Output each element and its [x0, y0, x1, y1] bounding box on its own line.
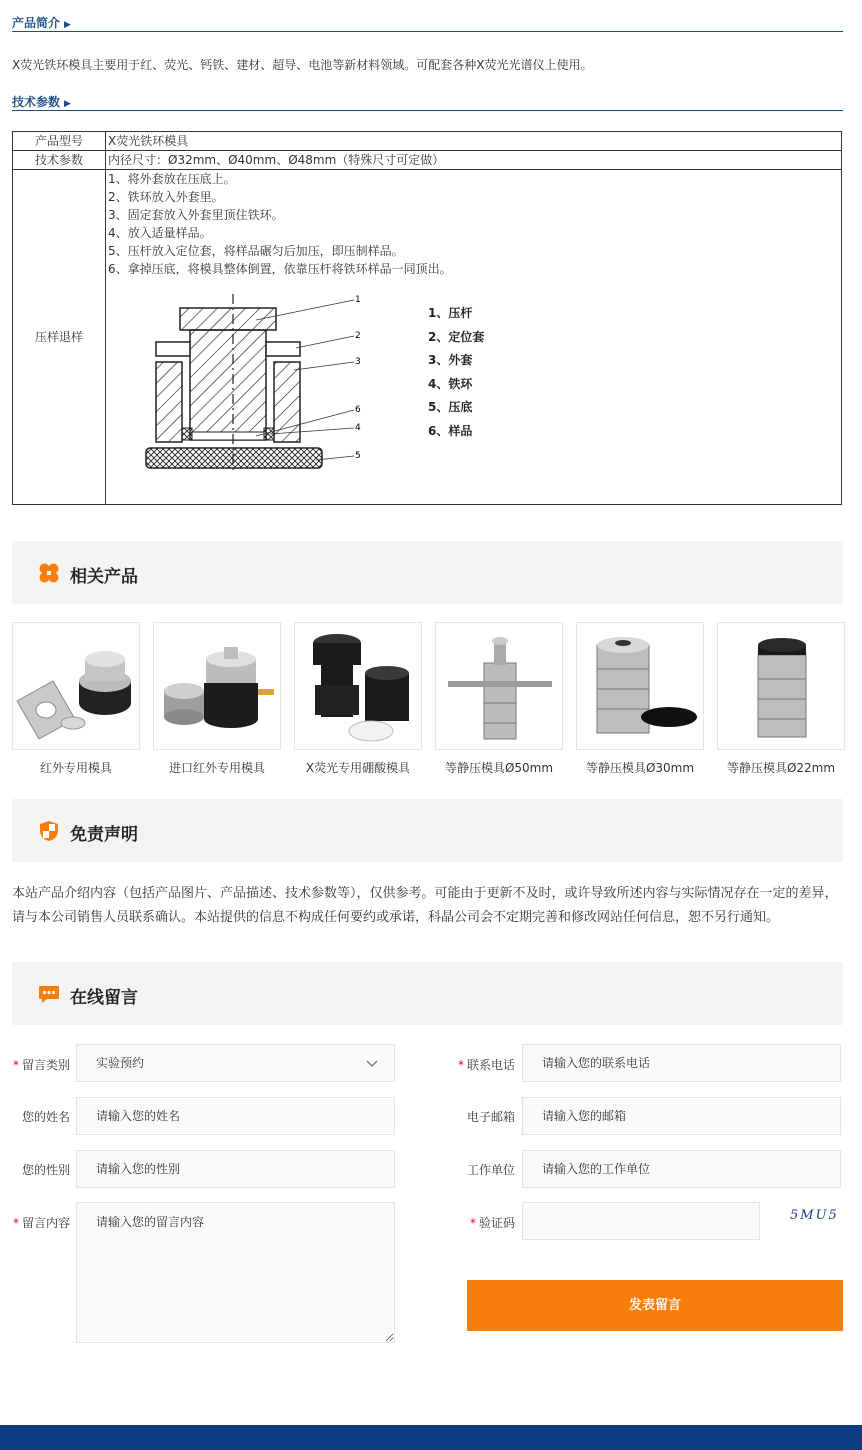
- triangle-right-icon: ▶: [64, 20, 71, 30]
- captcha-input[interactable]: [522, 1202, 760, 1240]
- product-image[interactable]: [12, 622, 140, 750]
- table-row: [13, 132, 842, 151]
- disclaimer-header: [12, 799, 843, 862]
- content-textarea[interactable]: [76, 1202, 395, 1343]
- email-label: 电子邮箱: [466, 1110, 515, 1124]
- product-photo-boric-acid-mold: [295, 623, 422, 750]
- chevron-down-icon: [366, 1057, 378, 1069]
- name-label: 您的姓名: [21, 1110, 70, 1124]
- product-card[interactable]: [12, 622, 140, 776]
- params-table: [12, 131, 842, 505]
- message-header: [12, 962, 843, 1025]
- label-text: 联系电话: [466, 1058, 515, 1072]
- product-photo-ir-mold: [13, 623, 140, 750]
- phone-label: [453, 1056, 515, 1073]
- product-card[interactable]: [294, 622, 422, 776]
- intro-section-title: [12, 14, 843, 32]
- company-input[interactable]: [522, 1150, 841, 1188]
- footer-bar: [0, 1425, 862, 1450]
- chat-icon: [38, 983, 60, 1005]
- product-photo-isostatic-22mm: [718, 623, 845, 750]
- table-key: 技术参数: [13, 151, 106, 170]
- step-text: 1、将外套放在压底上。: [108, 172, 236, 186]
- diagram-num: 2: [355, 331, 361, 341]
- product-name[interactable]: X荧光专用硼酸模具: [305, 761, 411, 775]
- table-key: 压样退样: [13, 170, 106, 505]
- diagram-legend: [428, 302, 484, 444]
- captcha-image[interactable]: 5MU5: [790, 1208, 839, 1223]
- required-mark: *: [457, 1058, 464, 1072]
- diagram-num: 6: [355, 405, 361, 415]
- diagram-num: 5: [355, 451, 361, 461]
- legend-item: 3、外套: [428, 353, 473, 368]
- category-label: [8, 1056, 70, 1073]
- email-input[interactable]: [522, 1097, 841, 1135]
- required-mark: *: [12, 1058, 19, 1072]
- table-row: [13, 151, 842, 170]
- product-name[interactable]: 红外专用模具: [39, 761, 112, 775]
- related-products-title: 相关产品: [70, 567, 138, 587]
- intro-text: X荧光铁环模具主要用于红、荧光、钙铁、建材、超导、电池等新材料领域。可配套各种X荧光光谱仪上使用。: [12, 58, 593, 72]
- mold-cross-section-drawing: [136, 290, 396, 490]
- table-key: 产品型号: [13, 132, 106, 151]
- label-text: 验证码: [478, 1216, 515, 1230]
- legend-item: 1、压杆: [428, 306, 473, 320]
- product-image[interactable]: [294, 622, 422, 750]
- disclaimer-title: 免责声明: [70, 825, 138, 845]
- table-row: [13, 170, 842, 505]
- diagram-num: 3: [355, 357, 361, 367]
- step-text: 5、压杆放入定位套，将样品碾匀后加压，即压制样品。: [108, 244, 404, 258]
- product-image[interactable]: [153, 622, 281, 750]
- captcha-label: [453, 1214, 515, 1231]
- step-text: 6、拿掉压底，将模具整体倒置，依靠压杆将铁环样品一同顶出。: [108, 262, 452, 276]
- gender-input[interactable]: [76, 1150, 395, 1188]
- product-card[interactable]: [717, 622, 845, 776]
- product-name[interactable]: 等静压模具Ø50mm: [444, 761, 554, 775]
- product-name[interactable]: 等静压模具Ø22mm: [726, 761, 836, 775]
- product-photo-isostatic-50mm: [436, 623, 563, 750]
- params-title-text: 技术参数: [12, 95, 61, 109]
- product-card[interactable]: [153, 622, 281, 776]
- gender-label: 您的性别: [21, 1163, 70, 1177]
- label-text: 留言内容: [21, 1216, 70, 1230]
- diagram-num: 4: [355, 423, 361, 433]
- required-mark: *: [12, 1216, 19, 1230]
- product-card[interactable]: [576, 622, 704, 776]
- step-text: 2、铁环放入外套里。: [108, 190, 224, 204]
- product-image[interactable]: [576, 622, 704, 750]
- message-title: 在线留言: [70, 988, 138, 1008]
- clover-icon: [38, 562, 60, 584]
- intro-title-text: 产品简介: [12, 16, 61, 30]
- required-mark: *: [469, 1216, 476, 1230]
- legend-item: 4、铁环: [428, 376, 473, 391]
- legend-item: 2、定位套: [428, 329, 485, 344]
- category-selected-value: 实验预约: [96, 1056, 145, 1070]
- phone-input[interactable]: [522, 1044, 841, 1082]
- table-value: X荧光铁环模具: [106, 132, 842, 151]
- product-photo-import-ir-mold: [154, 623, 281, 750]
- table-value: 内径尺寸：Ø32mm、Ø40mm、Ø48mm（特殊尺寸可定做）: [106, 151, 842, 170]
- company-label: 工作单位: [466, 1163, 515, 1177]
- name-input[interactable]: [76, 1097, 395, 1135]
- params-section-title: [12, 93, 843, 111]
- category-select[interactable]: [76, 1044, 395, 1082]
- step-text: 3、固定套放入外套里顶住铁环。: [108, 208, 284, 222]
- submit-button[interactable]: 发表留言: [467, 1280, 843, 1331]
- content-label: [8, 1214, 70, 1231]
- product-card[interactable]: [435, 622, 563, 776]
- diagram-num: 1: [355, 295, 361, 305]
- mold-diagram: [108, 278, 839, 504]
- legend-item: 6、样品: [428, 423, 473, 438]
- related-products-header: [12, 541, 843, 604]
- shield-icon: [38, 820, 60, 842]
- legend-item: 5、压底: [428, 400, 473, 415]
- product-name[interactable]: 等静压模具Ø30mm: [585, 761, 695, 775]
- product-photo-isostatic-30mm: [577, 623, 704, 750]
- disclaimer-text: 本站产品介绍内容（包括产品图片、产品描述、技术参数等），仅供参考。可能由于更新不及时，或许导致所述内容与实际情况存在一定的差异，请与本公司销售人员联系确认。本站提供的信息不构成任何要约或承诺，科晶公司会不定期完善和修改网站任何信息，恕不另行通知。: [12, 886, 838, 925]
- table-value-steps: [106, 170, 842, 505]
- triangle-right-icon: ▶: [64, 99, 71, 109]
- product-image[interactable]: [435, 622, 563, 750]
- label-text: 留言类别: [21, 1058, 70, 1072]
- product-name[interactable]: 进口红外专用模具: [168, 761, 265, 775]
- step-text: 4、放入适量样品。: [108, 226, 212, 240]
- product-image[interactable]: [717, 622, 845, 750]
